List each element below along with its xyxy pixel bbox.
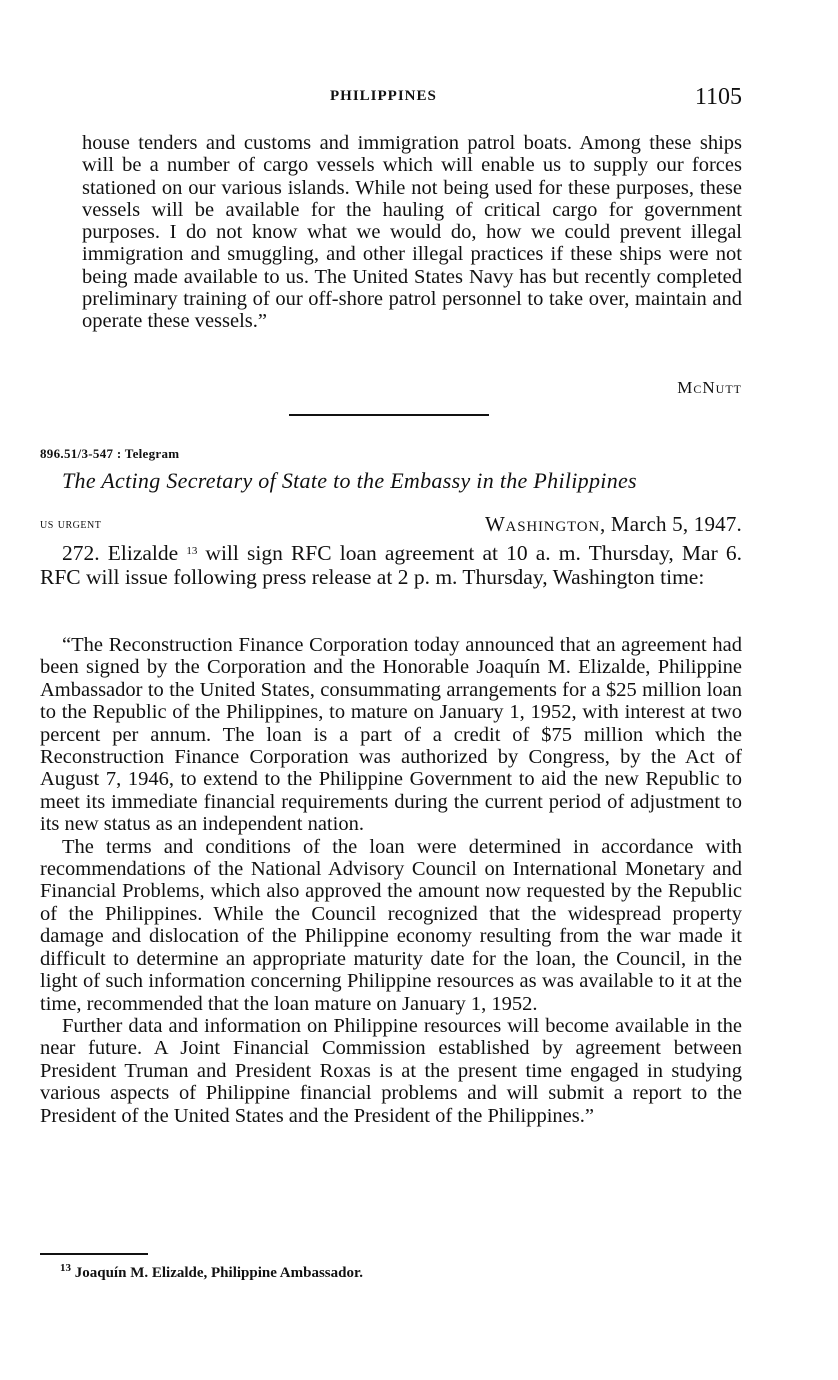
quote-continuation-text: house tenders and customs and immigration patrol boats. Among these ships will be a number of cargo vessels which will enable us to supply our forces stationed on our various islands. While not being used for these purposes, these vessels will be available for the hauling of critical cargo for government purposes. I do not know what we would do, how we could prevent illegal immigration and smuggling, and other illegal practices if these ships were not being made available to us. The United States Navy has but recently completed preliminary training of our off-shore patrol personnel to take over, maintain and operate these vessels.” — [82, 132, 742, 333]
telegram-body — [40, 541, 742, 589]
footnote-marker: 13 — [60, 1262, 71, 1274]
file-reference: 896.51/3-547 : Telegram — [40, 446, 180, 461]
quote-continuation — [82, 132, 742, 333]
press-release-paragraph-1: “The Reconstruction Finance Corporation today announced that an agreement had been signed by the Corporation and the Honorable Joaquín M. Elizalde, Philippine Ambassador to the United States, consummating arrangements for a $25 million loan to the Republic of the Philippines, to mature on January 1, 1952, with interest at two percent per annum. The loan is a part of a credit of $75 million which the Reconstruction Finance Corporation was authorized by Congress, by the Act of August 7, 1946, to extend to the Philippine Government to aid the new Republic to meet its immediate financial requirements during the current period of adjustment to its new status as an independent nation. — [40, 634, 742, 836]
press-release-paragraph-3: Further data and information on Philippine resources will become available in the near future. A Joint Financial Commission established by agreement between President Truman and President Roxas is at the present time engaged in studying various aspects of Philippine financial problems and will submit a report to the President of the United States and the President of the Philippines.” — [40, 1014, 742, 1127]
press-release — [40, 634, 742, 1127]
dateline-date: , March 5, 1947. — [599, 512, 742, 536]
running-head: PHILIPPINES — [330, 88, 437, 104]
telegram-paragraph — [40, 541, 742, 589]
footnote-text: Joaquín M. Elizalde, Philippine Ambassador. — [71, 1265, 364, 1281]
section-divider — [289, 414, 489, 416]
press-release-paragraph-2: The terms and conditions of the loan were determined in accordance with recommendations of the National Advisory Council on International Monetary and Financial Problems, which also approved the amount now requested by the Republic of the Philippines. While the Council recognized that the widespread property damage and dislocation of the Philippine economy resulting from the war made it difficult to determine an appropriate maturity date for the loan, the Council, in the light of such information concerning Philippine resources as was available to it at the time, recommended that the loan mature on January 1, 1952. — [40, 835, 742, 1015]
paragraph-text: will sign RFC loan agreement at 10 a. m. Thursday, Mar 6. RFC will issue following press release at 2 p. m. Thursday, Washington time: — [40, 541, 742, 590]
footnote-reference: 13 — [186, 545, 198, 557]
footnote-divider — [40, 1253, 148, 1255]
priority-label: us urgent — [40, 517, 102, 532]
page-number: 1105 — [694, 84, 742, 110]
dateline — [485, 512, 742, 537]
document-title: The Acting Secretary of State to the Embassy in the Philippines — [62, 468, 637, 493]
paragraph-number: 272. Elizalde — [62, 541, 179, 565]
footnote — [60, 1262, 364, 1282]
dateline-place: Washington — [484, 512, 600, 536]
signature: McNutt — [677, 378, 742, 397]
